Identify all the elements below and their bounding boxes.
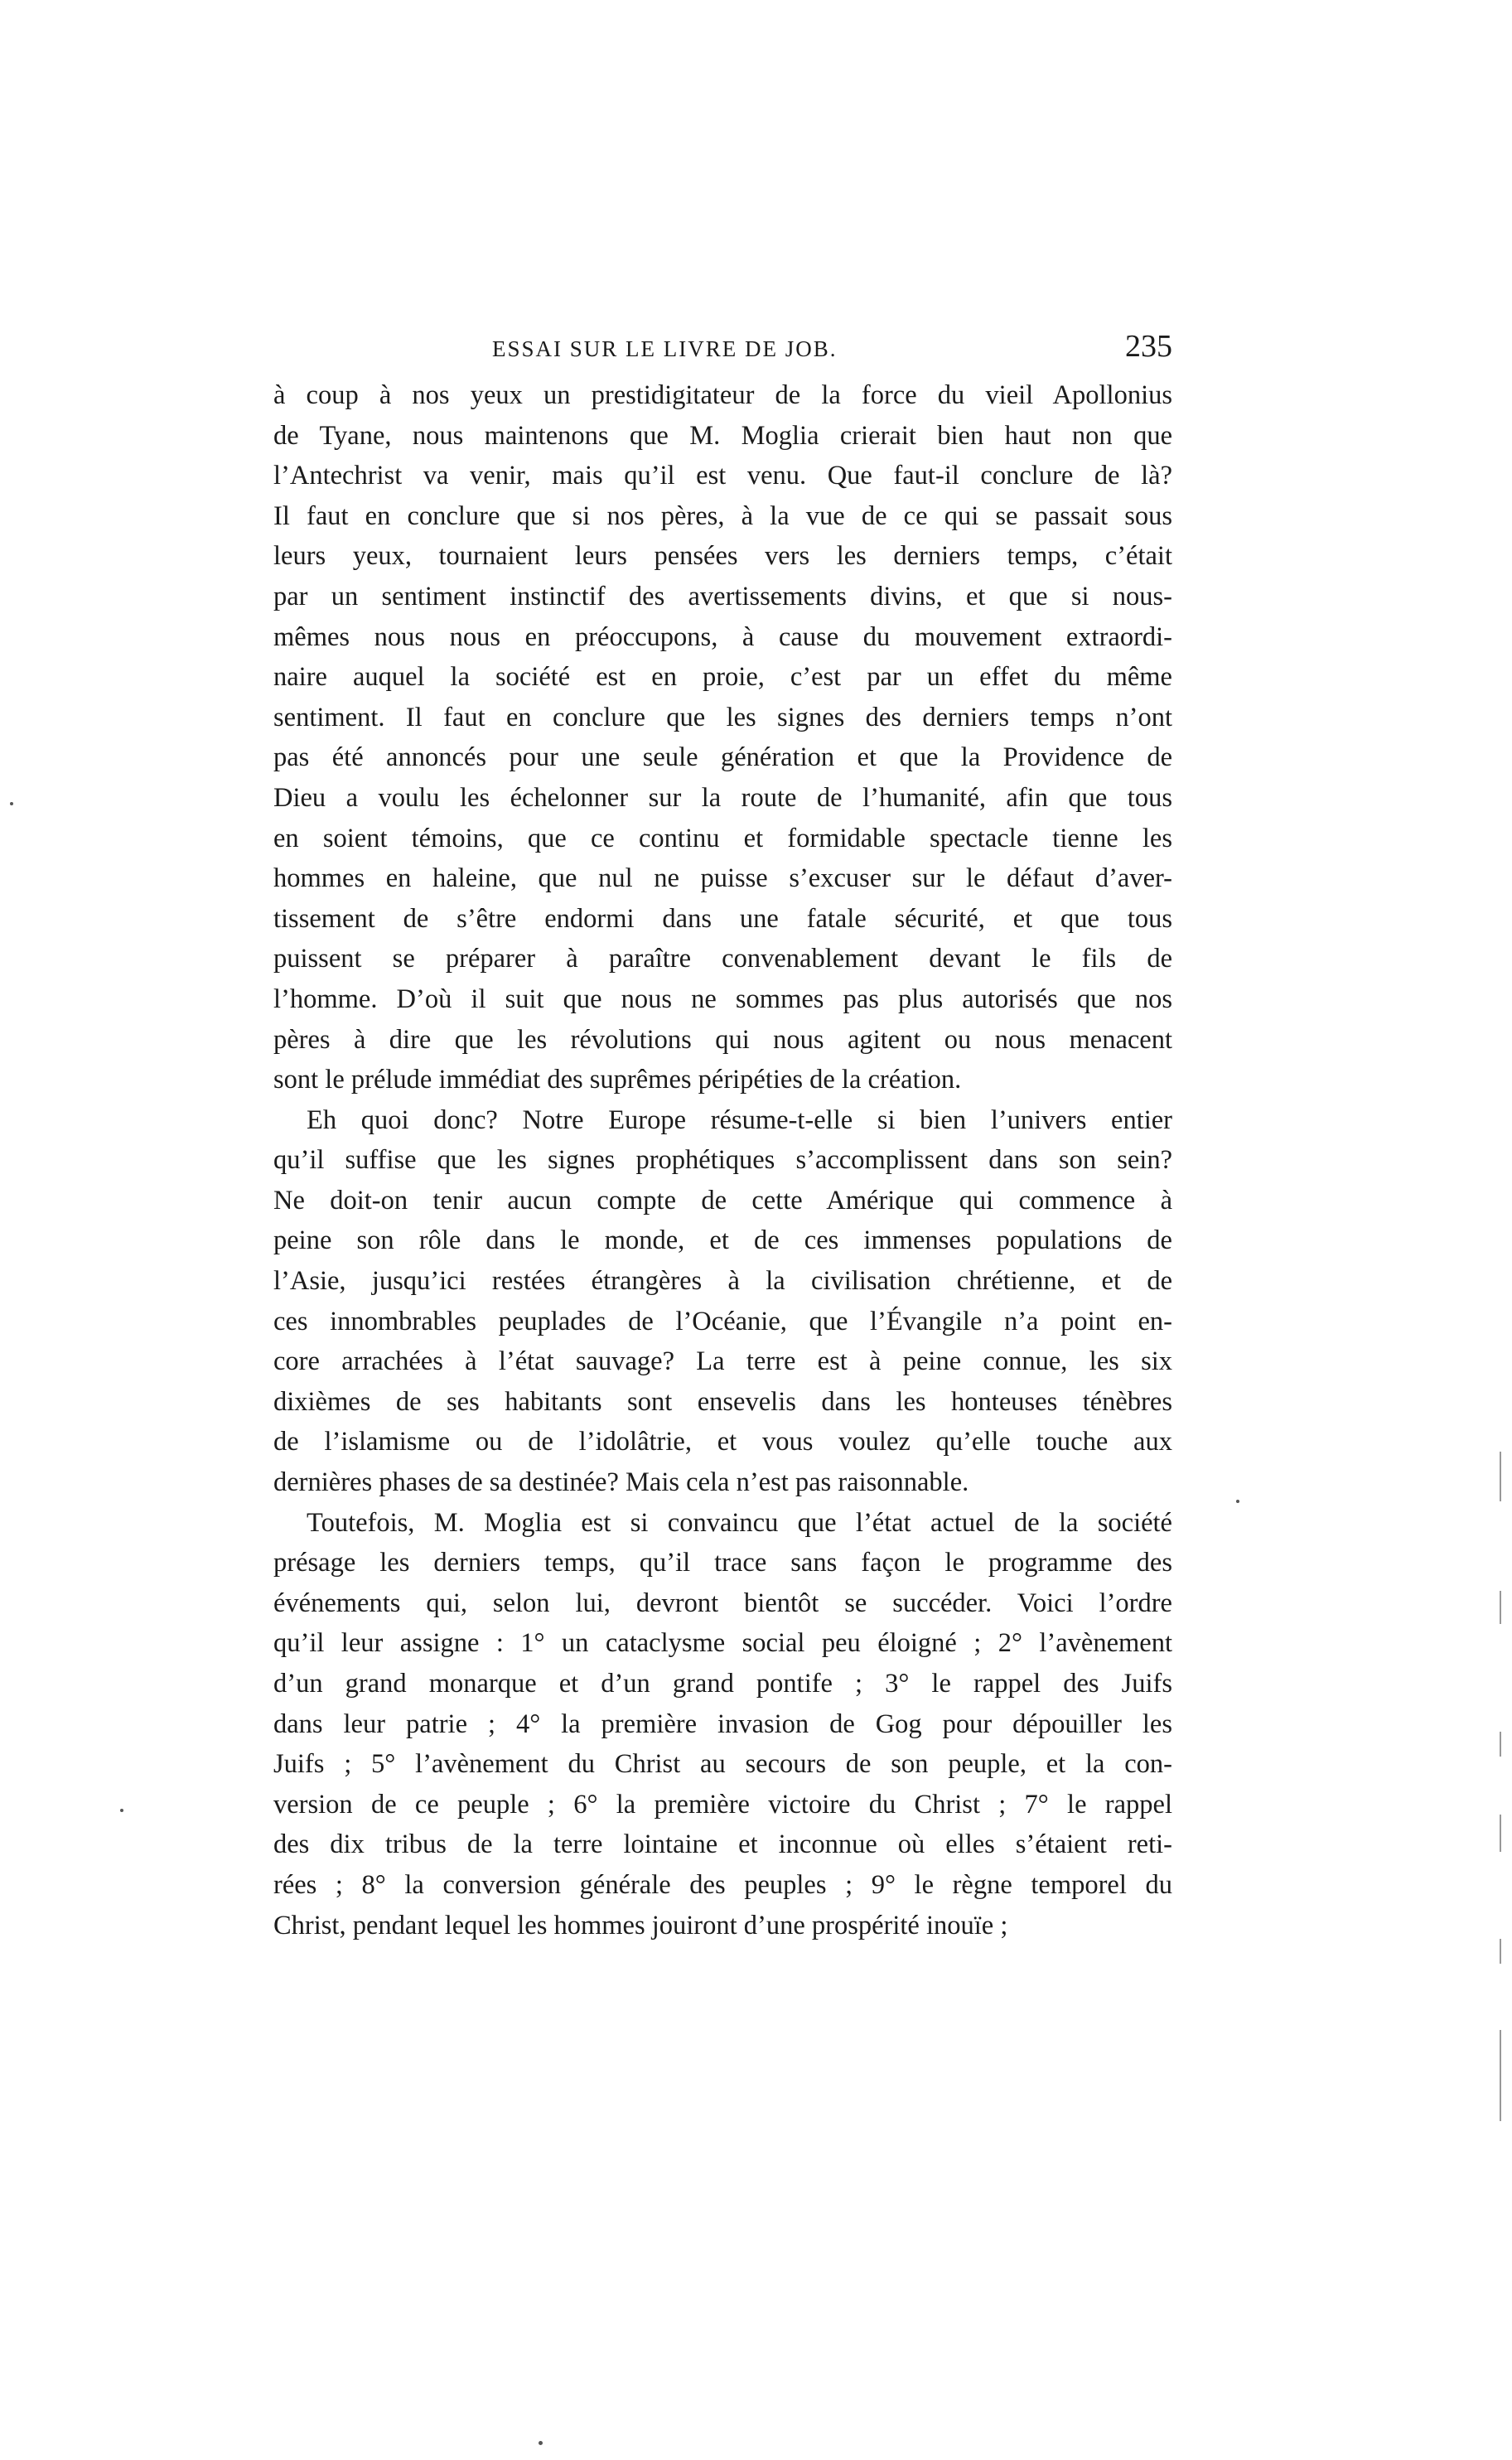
text-line: en soient témoins, que ce continu et formidable spectacle tienne les [273, 823, 1172, 853]
text-line: l’Antechrist va venir, mais qu’il est venu. Que faut-il conclure de là? [273, 461, 1172, 491]
scan-edge-mark [1500, 1591, 1501, 1624]
body-text [273, 375, 1172, 1945]
text-line: peine son rôle dans le monde, et de ces immenses populations de [273, 1225, 1172, 1256]
text-line: puissent se préparer à paraître convenablement devant le fils de [273, 944, 1172, 974]
text-line: à coup à nos yeux un prestidigitateur de la force du vieil Apollonius [273, 380, 1172, 410]
page-number: 235 [1125, 329, 1172, 364]
text-line: l’homme. D’où il suit que nous ne sommes pas plus autorisés que nos [273, 984, 1172, 1014]
text-line: Ne doit-on tenir aucun compte de cette Amérique qui commence à [273, 1185, 1172, 1216]
text-line: pas été annoncés pour une seule génération et que la Providence de [273, 742, 1172, 773]
text-line: sentiment. Il faut en conclure que les signes des derniers temps n’ont [273, 702, 1172, 732]
scan-edge-mark [1500, 1452, 1501, 1501]
text-line: Eh quoi donc? Notre Europe résume-t-elle si bien l’univers entier [307, 1104, 1172, 1135]
text-line: dernières phases de sa destinée? Mais cela n’est pas raisonnable. [273, 1467, 969, 1498]
text-line: de l’islamisme ou de l’idolâtrie, et vous voulez qu’elle touche aux [273, 1427, 1172, 1457]
text-line: présage les derniers temps, qu’il trace sans façon le programme des [273, 1548, 1172, 1578]
text-line: des dix tribus de la terre lointaine et inconnue où elles s’étaient reti- [273, 1829, 1172, 1860]
text-line: hommes en haleine, que nul ne puisse s’excuser sur le défaut d’aver- [273, 863, 1172, 894]
text-line: dixièmes de ses habitants sont ensevelis dans les honteuses ténèbres [273, 1386, 1172, 1417]
text-line: l’Asie, jusqu’ici restées étrangères à la civilisation chrétienne, et de [273, 1266, 1172, 1297]
text-line: naire auquel la société est en proie, c’est par un effet du même [273, 662, 1172, 693]
scan-speck [10, 802, 13, 805]
text-line: qu’il suffise que les signes prophétiques s’accomplissent dans son sein? [273, 1145, 1172, 1176]
text-line: pères à dire que les révolutions qui nous agitent ou nous menacent [273, 1024, 1172, 1055]
scan-edge-mark [1500, 2030, 1501, 2121]
scan-speck [120, 1809, 123, 1812]
text-line: événements qui, selon lui, devront bientôt se succéder. Voici l’ordre [273, 1588, 1172, 1618]
text-line: Dieu a voulu les échelonner sur la route de l’humanité, afin que tous [273, 782, 1172, 813]
scan-edge-mark [1500, 1939, 1501, 1964]
scan-speck [539, 2441, 543, 2445]
page-header [273, 321, 1172, 371]
text-line: mêmes nous nous en préoccupons, à cause du mouvement extraordi- [273, 621, 1172, 652]
text-line: Christ, pendant lequel les hommes jouiront d’une prospérité inouïe ; [273, 1910, 1008, 1940]
scan-edge-mark [1500, 1815, 1501, 1852]
text-line: par un sentiment instinctif des avertissements divins, et que si nous- [273, 581, 1172, 611]
text-line: version de ce peuple ; 6° la première victoire du Christ ; 7° le rappel [273, 1789, 1172, 1820]
scan-speck [1236, 1500, 1239, 1503]
text-line: core arrachées à l’état sauvage? La terre est à peine connue, les six [273, 1346, 1172, 1377]
text-line: rées ; 8° la conversion générale des peuples ; 9° le règne temporel du [273, 1869, 1172, 1900]
text-line: Juifs ; 5° l’avènement du Christ au secours de son peuple, et la con- [273, 1749, 1172, 1780]
running-title: ESSAI SUR LE LIVRE DE JOB. [492, 336, 838, 361]
scan-edge-mark [1500, 1732, 1501, 1757]
text-line: Toutefois, M. Moglia est si convaincu que l’état actuel de la société [307, 1507, 1172, 1538]
text-line: ces innombrables peuplades de l’Océanie, que l’Évangile n’a point en- [273, 1306, 1172, 1336]
text-line: qu’il leur assigne : 1° un cataclysme social peu éloigné ; 2° l’avènement [273, 1628, 1172, 1659]
text-line: sont le prélude immédiat des suprêmes péripéties de la création. [273, 1065, 962, 1095]
text-line: tissement de s’être endormi dans une fatale sécurité, et que tous [273, 903, 1172, 934]
text-line: Il faut en conclure que si nos pères, à la vue de ce qui se passait sous [273, 500, 1172, 531]
text-line: dans leur patrie ; 4° la première invasion de Gog pour dépouiller les [273, 1708, 1172, 1739]
text-line: leurs yeux, tournaient leurs pensées vers les derniers temps, c’était [273, 541, 1172, 572]
text-line: d’un grand monarque et d’un grand pontife ; 3° le rappel des Juifs [273, 1669, 1172, 1699]
text-line: de Tyane, nous maintenons que M. Moglia crierait bien haut non que [273, 420, 1172, 451]
